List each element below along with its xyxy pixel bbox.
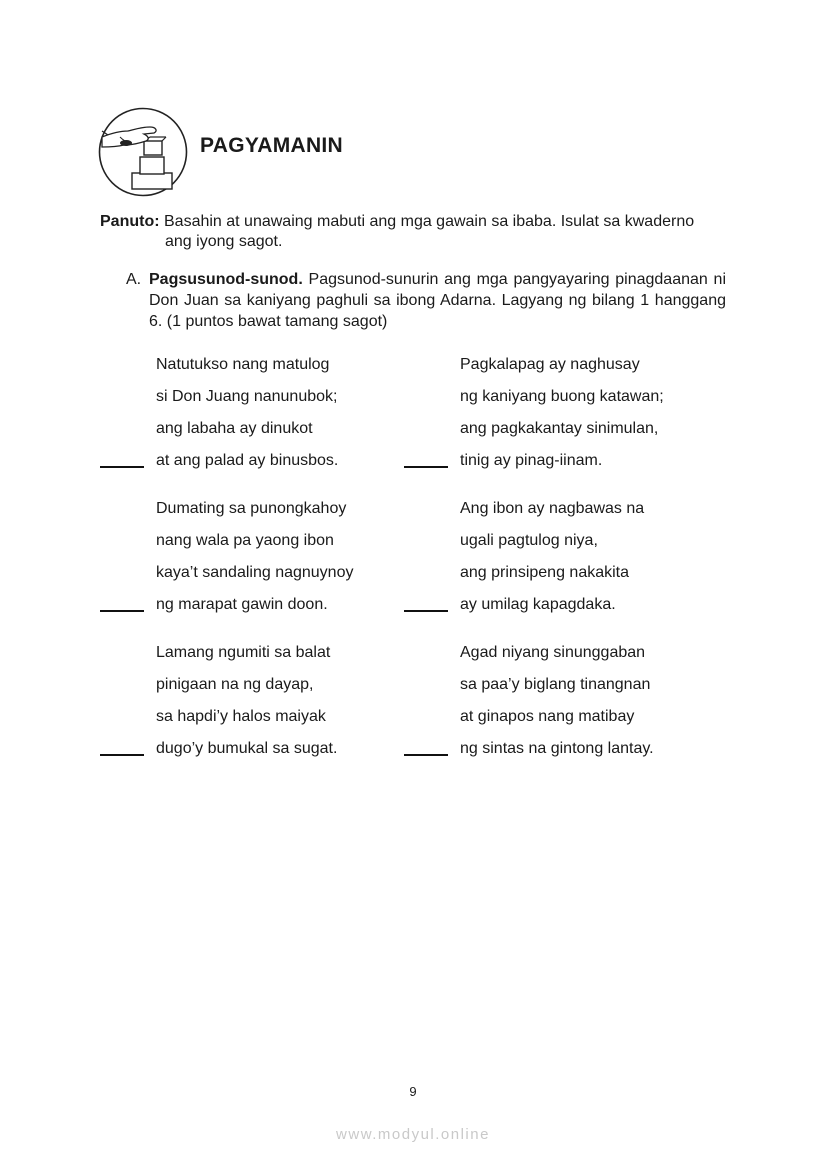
activity-text: Pagsunod-sunurin ang mga pangyayaring pinagdaanan ni Don Juan sa kaniyang paghuli sa ibong Adarna. Lagyang ng bilang 1 hanggang 6. (1 puntos bawat tamang sagot) bbox=[149, 271, 726, 330]
stanza-4 bbox=[404, 500, 704, 640]
stanza-2 bbox=[404, 356, 704, 496]
instructions-label: Panuto: bbox=[100, 213, 160, 230]
stanza-line: sa paa’y biglang tinangnan bbox=[460, 676, 651, 693]
stanza-line: si Don Juang nanunubok; bbox=[156, 388, 338, 405]
stanza-line: Natutukso nang matulog bbox=[156, 356, 330, 373]
stanza-line: ng sintas na gintong lantay. bbox=[460, 740, 654, 757]
instructions-line2: ang iyong sagot. bbox=[165, 233, 283, 250]
stanza-3 bbox=[100, 500, 400, 640]
stanza-line: ay umilag kapagdaka. bbox=[460, 596, 616, 613]
instructions bbox=[100, 212, 740, 252]
stanza-line: ang prinsipeng nakakita bbox=[460, 564, 630, 581]
answer-blank[interactable] bbox=[404, 610, 448, 612]
page-number: 9 bbox=[409, 1084, 417, 1099]
hand-stacking-blocks-icon bbox=[98, 107, 188, 197]
answer-blank[interactable] bbox=[404, 754, 448, 756]
stanza-line: Agad niyang sinunggaban bbox=[460, 644, 646, 661]
answer-blank[interactable] bbox=[100, 610, 144, 612]
answer-blank[interactable] bbox=[100, 754, 144, 756]
stanza-line: ang labaha ay dinukot bbox=[156, 420, 313, 437]
answer-blank[interactable] bbox=[100, 466, 144, 468]
stanza-5 bbox=[100, 644, 400, 784]
stanza-line: ng marapat gawin doon. bbox=[156, 596, 328, 613]
stanza-line: Lamang ngumiti sa balat bbox=[156, 644, 331, 661]
stanza-6 bbox=[404, 644, 704, 784]
stanza-line: dugo’y bumukal sa sugat. bbox=[156, 740, 338, 757]
stanza-line: at ang palad ay binusbos. bbox=[156, 452, 339, 469]
activity-title: Pagsusunod-sunod. bbox=[149, 271, 303, 288]
stanza-line: Ang ibon ay nagbawas na bbox=[460, 500, 645, 517]
stanza-line: Dumating sa punongkahoy bbox=[156, 500, 347, 517]
stanza-line: ng kaniyang buong katawan; bbox=[460, 388, 664, 405]
instructions-line1: Basahin at unawaing mabuti ang mga gawain sa ibaba. Isulat sa kwaderno bbox=[164, 213, 695, 230]
stanza-line: kaya’t sandaling nagnuynoy bbox=[156, 564, 354, 581]
activity-letter: A. bbox=[126, 271, 142, 288]
stanza-line: at ginapos nang matibay bbox=[460, 708, 635, 725]
stanza-1 bbox=[100, 356, 400, 496]
stanza-line: sa hapdi’y halos maiyak bbox=[156, 708, 326, 725]
stanza-line: tinig ay pinag-iinam. bbox=[460, 452, 603, 469]
stanza-line: nang wala pa yaong ibon bbox=[156, 532, 334, 549]
stanza-line: pinigaan na ng dayap, bbox=[156, 676, 314, 693]
stanza-line: ang pagkakantay sinimulan, bbox=[460, 420, 659, 437]
stanza-line: ugali pagtulog niya, bbox=[460, 532, 598, 549]
watermark: www.modyul.online bbox=[336, 1126, 490, 1143]
activity-a bbox=[126, 269, 726, 332]
section-title: PAGYAMANIN bbox=[200, 134, 344, 157]
answer-blank[interactable] bbox=[404, 466, 448, 468]
stanza-line: Pagkalapag ay naghusay bbox=[460, 356, 640, 373]
